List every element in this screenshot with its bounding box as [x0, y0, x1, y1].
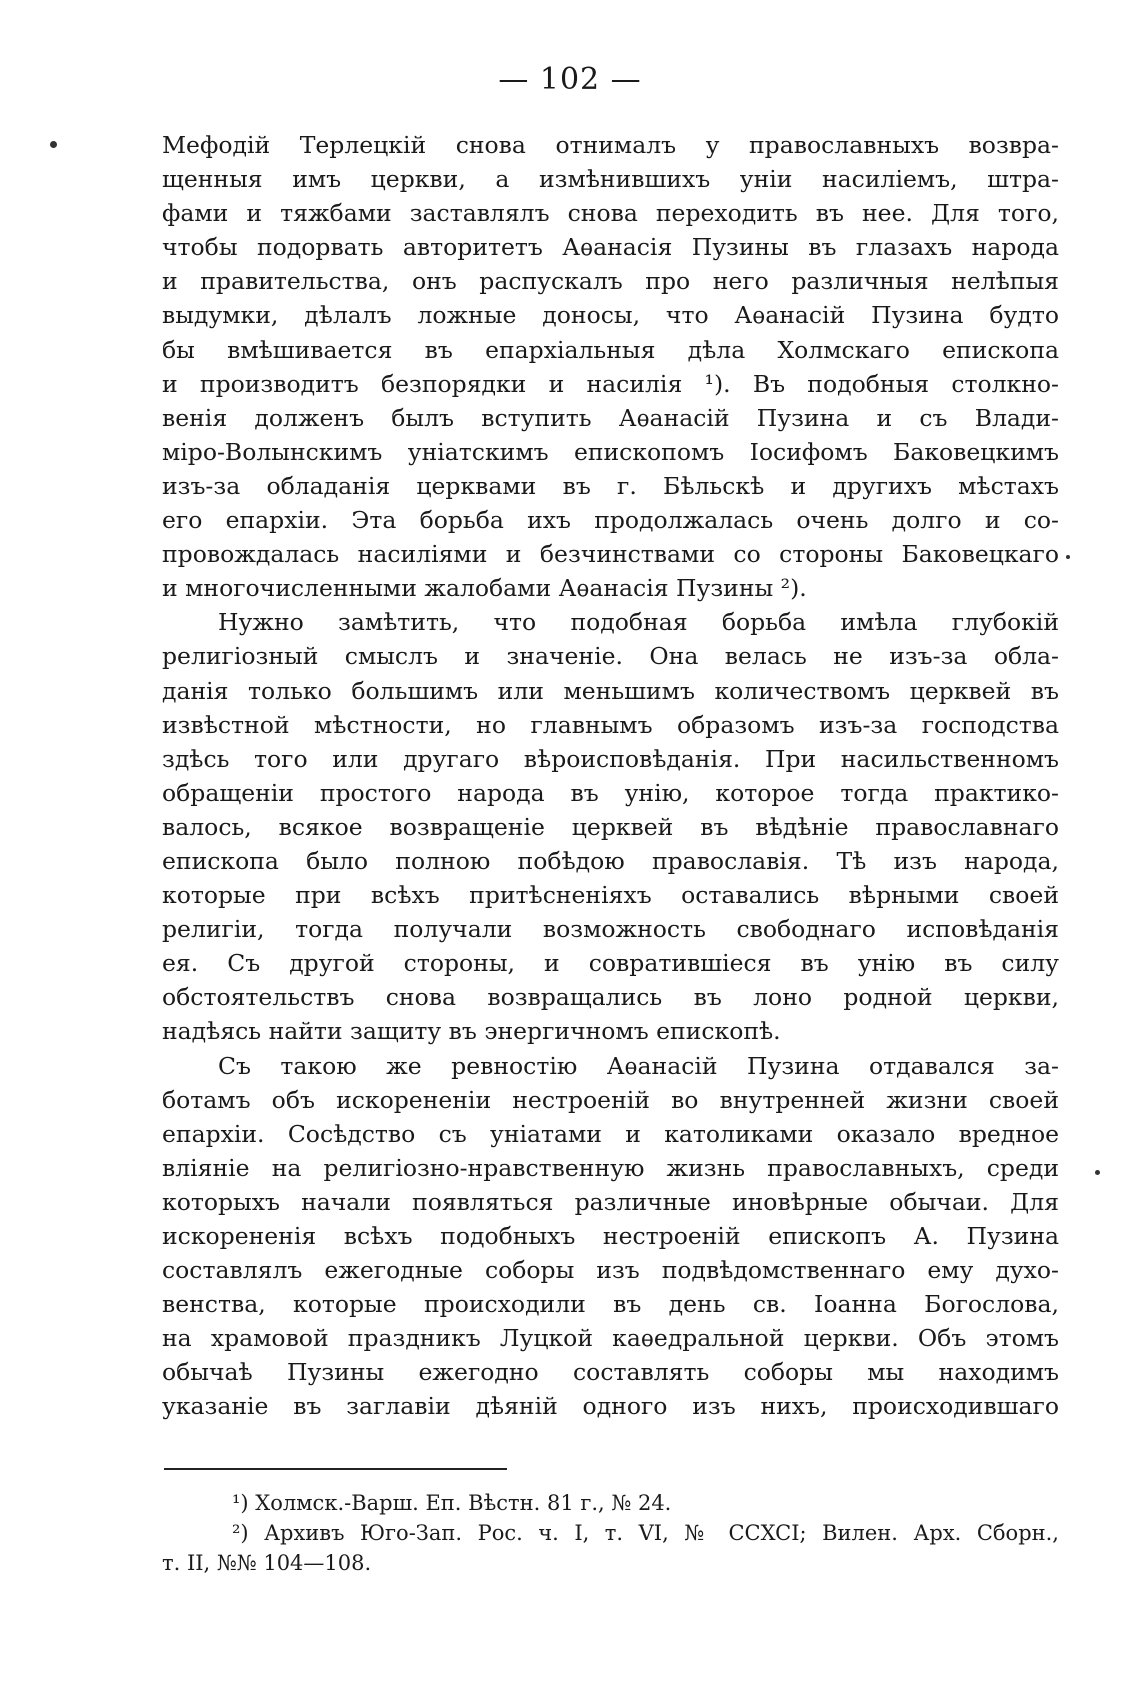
- text-line: ботамъ объ искорененіи нестроеній во внутренней жизни своей: [162, 1085, 1059, 1114]
- text-line: фами и тяжбами заставлялъ снова переходить въ нее. Для того,: [162, 199, 1059, 228]
- footnote-2-continuation: т. II, №№ 104—108.: [162, 1551, 372, 1575]
- text-line: указаніе въ заглавіи дѣяній одного изъ нихъ, происходившаго: [162, 1392, 1059, 1421]
- text-line: епископа было полною побѣдою православія. Тѣ изъ народа,: [162, 846, 1059, 875]
- text-line: которые при всѣхъ притѣсненіяхъ оставались вѣрными своей: [162, 881, 1059, 910]
- paragraph-2: [162, 605, 1059, 1048]
- main-text: [162, 128, 1059, 1424]
- footnotes: [162, 1488, 1059, 1578]
- text-line: и правительства, онъ распускалъ про него различныя нелѣпыя: [162, 267, 1059, 296]
- text-line: которыхъ начали появляться различные иновѣрные обычаи. Для: [162, 1187, 1059, 1216]
- text-line: провождалась насиліями и безчинствами со стороны Баковецкаго: [162, 540, 1059, 569]
- text-line: бы вмѣшивается въ епархіальныя дѣла Холмскаго епископа: [162, 335, 1059, 364]
- text-line: валось, всякое возвращеніе церквей въ вѣдѣніе православнаго: [162, 812, 1059, 841]
- text-line: вліяніе на религіозно-нравственную жизнь православныхъ, среди: [162, 1153, 1059, 1182]
- text-line: на храмовой праздникъ Луцкой каѳедральной церкви. Объ этомъ: [162, 1324, 1059, 1353]
- text-line: обычаѣ Пузины ежегодно составлять соборы мы находимъ: [162, 1358, 1059, 1387]
- text-line: ея. Съ другой стороны, и совратившіеся въ унію въ силу: [162, 949, 1059, 978]
- text-line: его епархіи. Эта борьба ихъ продолжалась очень долго и со-: [162, 506, 1059, 535]
- text-line: обстоятельствъ снова возвращались въ лоно родной церкви,: [162, 983, 1059, 1012]
- text-line: венія долженъ былъ вступить Аѳанасій Пузина и съ Влади-: [162, 403, 1059, 432]
- margin-speck: [1066, 555, 1070, 559]
- margin-speck: [50, 141, 57, 148]
- text-line: извѣстной мѣстности, но главнымъ образомъ изъ-за господства: [162, 710, 1059, 739]
- footnote-separator: [164, 1468, 507, 1470]
- text-line: чтобы подорвать авторитетъ Аѳанасія Пузины въ глазахъ народа: [162, 233, 1059, 262]
- text-line: щенныя имъ церкви, а измѣнившихъ уніи насиліемъ, штра-: [162, 165, 1059, 194]
- text-line: религіозный смыслъ и значеніе. Она велась не изъ-за обла-: [162, 642, 1059, 671]
- paragraph-3: [162, 1049, 1059, 1424]
- text-line: и многочисленными жалобами Аѳанасія Пузины ²).: [162, 574, 807, 603]
- text-line: составлялъ ежегодные соборы изъ подвѣдомственнаго ему духо-: [162, 1256, 1059, 1285]
- text-line: и производитъ безпорядки и насилія ¹). Въ подобныя столкно-: [162, 369, 1059, 398]
- footnote-1: ¹) Холмск.-Варш. Еп. Вѣстн. 81 г., № 24.: [232, 1491, 672, 1515]
- page-number: — 102 —: [498, 62, 642, 97]
- text-line: Съ такою же ревностію Аѳанасій Пузина отдавался за-: [218, 1051, 1059, 1080]
- text-line: венства, которые происходили въ день св. Іоанна Богослова,: [162, 1290, 1059, 1319]
- text-line: религіи, тогда получали возможность свободнаго исповѣданія: [162, 915, 1059, 944]
- text-line: выдумки, дѣлалъ ложные доносы, что Аѳанасій Пузина будто: [162, 301, 1059, 330]
- text-line: данія только большимъ или меньшимъ количествомъ церквей въ: [162, 676, 1059, 705]
- text-line: искорененія всѣхъ подобныхъ нестроеній епископъ А. Пузина: [162, 1222, 1059, 1250]
- text-line: изъ-за обладанія церквами въ г. Бѣльскѣ и другихъ мѣстахъ: [162, 471, 1059, 500]
- text-line: Нужно замѣтить, что подобная борьба имѣла глубокій: [218, 608, 1059, 637]
- text-line: надѣясь найти защиту въ энергичномъ епископѣ.: [162, 1017, 781, 1046]
- margin-speck: [1095, 1170, 1100, 1175]
- paragraph-1: [162, 128, 1059, 605]
- text-line: здѣсь того или другаго вѣроисповѣданія. При насильственномъ: [162, 744, 1059, 773]
- footnote-2: ²) Архивъ Юго-Зап. Рос. ч. I, т. VI, № CCXCI; Вилен. Арх. Сборн.,: [232, 1521, 1059, 1545]
- text-line: епархіи. Сосѣдство съ уніатами и католиками оказало вредное: [162, 1119, 1059, 1148]
- text-line: Мефодій Терлецкій снова отнималъ у православныхъ возвра-: [162, 131, 1059, 159]
- text-line: обращеніи простого народа въ унію, которое тогда практико-: [162, 778, 1059, 807]
- text-line: міро-Волынскимъ уніатскимъ епископомъ Іосифомъ Баковецкимъ: [162, 437, 1059, 466]
